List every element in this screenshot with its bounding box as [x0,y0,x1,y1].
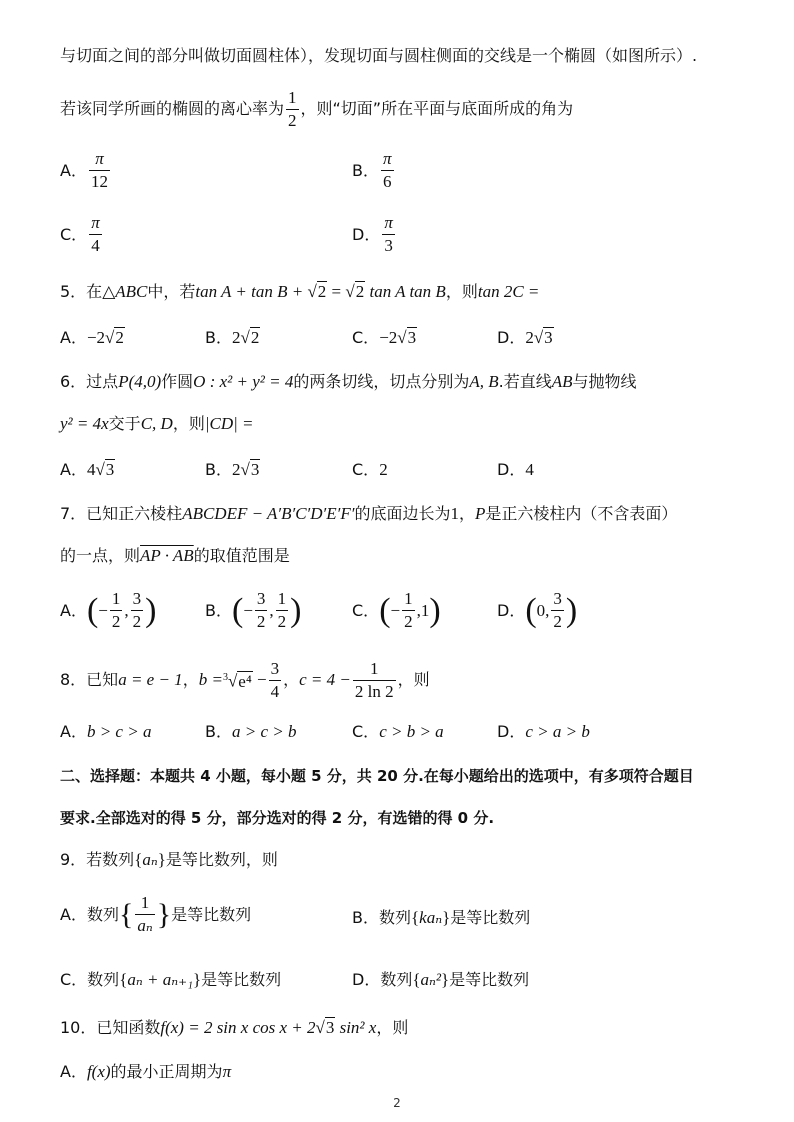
q8-option-b: B．a > c > b [205,722,297,741]
q9-stem: 9．若数列{aₙ}是等比数列，则 [60,850,278,869]
q8-stem: 8．已知 a = e − 1 ， b = $^3$√e⁴ − $\frac{3}{4}$ ， c = 4 − $\frac{1}{2 \ln 2}$ ，则 [60,658,430,701]
q7-stem-line2: 的一点，则AP · AB的取值范围是 [60,546,290,565]
q7-option-a: A． ( − $\frac{1}{2}$ , $\frac{3}{2}$ ) [60,589,157,631]
q7-option-d: D． ( 0 , $\frac{3}{2}$ ) [497,589,578,631]
q10-option-a: A．f(x)的最小正周期为π [60,1062,232,1081]
q4-option-c: C． $\frac{\pi}{4}$ [60,213,100,255]
q5-stem: 5．在△ABC中，若tan A + tan B + √2 = √2 tan A tan B，则tan 2C = [60,282,540,301]
q8-option-d: D．c > a > b [497,722,590,741]
q7-stem-line1: 7．已知正六棱柱ABCDEF − A′B′C′D′E′F′的底面边长为1，P是正六棱柱内（不含表面） [60,504,678,523]
q5-option-a: A．−2√2 [60,328,124,347]
q10-stem: 10．已知函数f(x) = 2 sin x cos x + 2√3 sin² x，则 [60,1018,409,1037]
vector-dot-product: AP · AB [140,546,194,565]
q4-continuation-line1: 与切面之间的部分叫做切面圆柱体），发现切面与圆柱侧面的交线是一个椭圆（如图所示）. [60,46,698,65]
q9-option-c: C．数列{aₙ + aₙ₊₁}是等比数列 [60,970,282,989]
q8-option-c: C．c > b > a [352,722,444,741]
q7-option-b: B． ( − $\frac{3}{2}$ , $\frac{1}{2}$ ) [205,589,302,631]
q5-option-d: D．2√3 [497,328,553,347]
q4-option-b: B． $\frac{\pi}{6}$ [352,149,392,191]
q6-option-b: B．2√3 [205,460,260,479]
q6-stem-line2: y² = 4x交于C, D，则|CD| = [60,414,254,433]
q8-option-a: A．b > c > a [60,722,152,741]
q6-option-a: A．4√3 [60,460,115,479]
q6-stem-line1: 6．过点P(4,0)作圆O : x² + y² = 4的两条切线，切点分别为A, B.若直线AB与抛物线 [60,372,637,391]
q4-option-d: D． $\frac{\pi}{3}$ [352,213,393,255]
q6-option-c: C．2 [352,460,388,479]
q6-option-d: D．4 [497,460,534,479]
section2-header-line2: 要求.全部选对的得 5 分，部分选对的得 2 分，有选错的得 0 分. [60,809,495,827]
eccentricity-fraction: $\frac{1}{2}$ [288,87,297,130]
q4-continuation-line2: 若该同学所画的椭圆的离心率为 $\frac{1}{2}$ ，则“切面”所在平面与底面所成的角为 [60,87,574,130]
cube-root: $^3$√e⁴ [222,671,252,691]
q4-option-a: A． $\frac{\pi}{12}$ [60,149,108,191]
q5-option-b: B．2√2 [205,328,260,347]
page-number: 2 [393,1096,401,1110]
q9-option-d: D．数列{aₙ²}是等比数列 [352,970,530,989]
q5-option-c: C．−2√3 [352,328,417,347]
q9-option-a: A．数列 { $\frac{1}{\text{aₙ}}$ } 是等比数列 [60,893,252,935]
q9-option-b: B．数列{kaₙ}是等比数列 [352,908,531,927]
q7-option-c: C． ( − $\frac{1}{2}$ , 1 ) [352,589,441,631]
section2-header-line1: 二、选择题：本题共 4 小题，每小题 5 分，共 20 分.在每小题给出的选项中，有多项符合题目 [60,767,694,785]
